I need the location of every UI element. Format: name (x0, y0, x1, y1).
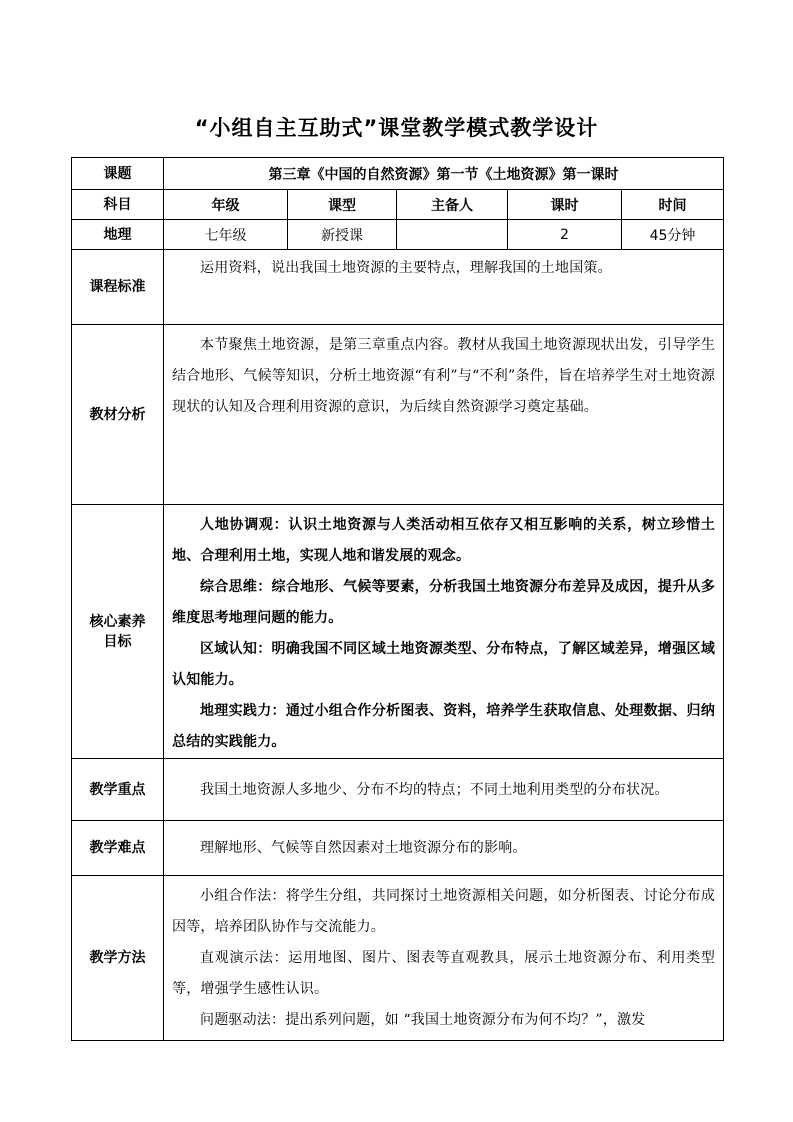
core-text-4: 地理实践力：通过小组合作分析图表、资料，培养学生获取信息、处理数据、归纳总结的实践能力。 (172, 703, 716, 750)
standard-row (72, 250, 724, 325)
core-row (72, 505, 724, 759)
topic-label: 课题 (72, 158, 164, 190)
difficulty-text: 理解地形、气候等自然因素对土地资源分布的影响。 (200, 840, 527, 856)
analysis-content (164, 325, 724, 505)
analysis-row (72, 325, 724, 505)
core-label-line2: 目标 (103, 633, 132, 650)
core-label (72, 505, 164, 759)
key-text: 我国土地资源人多地少、分布不均的特点；不同土地利用类型的分布状况。 (200, 781, 669, 798)
key-row (72, 759, 724, 821)
key-label: 教学重点 (72, 759, 164, 821)
lesson-plan-table (71, 157, 724, 1041)
core-text-3: 区域认知：明确我国不同区域土地资源类型、分布特点，了解区域差异，增强区域认知能力。 (172, 641, 716, 688)
standard-label: 课程标准 (72, 250, 164, 325)
methods-content (164, 876, 724, 1041)
value-periods: 2 (508, 220, 622, 250)
core-text-1: 人地协调观：认识土地资源与人类活动相互依存又相互影响的关系，树立珍惜土地、合理利用土地，实现人地和谐发展的观念。 (172, 517, 716, 564)
col-grade: 年级 (164, 190, 288, 220)
topic-value: 第三章《中国的自然资源》第一节《土地资源》第一课时 (164, 158, 724, 190)
methods-row (72, 876, 724, 1041)
analysis-label: 教材分析 (72, 325, 164, 505)
info-header-row (72, 190, 724, 220)
info-value-row (72, 220, 724, 250)
analysis-text: 本节聚焦土地资源，是第三章重点内容。教材从我国土地资源现状出发，引导学生结合地形、气候等知识，分析土地资源“有利”与“不利”条件，旨在培养学生对土地资源现状的认知及合理利用资源的意识，为后续自然资源学习奠定基础。 (172, 337, 716, 415)
difficulty-row (72, 821, 724, 876)
methods-text-3: 问题驱动法：提出系列问题，如 “我国土地资源分布为何不均？”，激发 (200, 1012, 646, 1028)
difficulty-content (164, 821, 724, 876)
core-text-2: 综合思维：综合地形、气候等要素，分析我国土地资源分布差异及成因，提升从多维度思考地理问题的能力。 (172, 579, 716, 626)
value-preparer (397, 220, 508, 250)
difficulty-label: 教学难点 (72, 821, 164, 876)
methods-text-2: 直观演示法：运用地图、图片、图表等直观教具，展示土地资源分布、利用类型等，增强学生感性认识。 (172, 950, 716, 997)
value-time: 45分钟 (622, 220, 724, 250)
core-label-line1: 核心素养 (89, 613, 146, 630)
value-lesson-type: 新授课 (288, 220, 397, 250)
value-subject: 地理 (72, 220, 164, 250)
methods-text-1: 小组合作法：将学生分组，共同探讨土地资源相关问题，如分析图表、讨论分布成因等，培养团队协作与交流能力。 (172, 888, 716, 935)
col-time: 时间 (622, 190, 724, 220)
value-grade: 七年级 (164, 220, 288, 250)
document-title: “小组自主互助式”课堂教学模式教学设计 (194, 116, 599, 140)
standard-text: 运用资料，说出我国土地资源的主要特点，理解我国的土地国策。 (200, 260, 612, 276)
col-lesson-type: 课型 (288, 190, 397, 220)
key-content (164, 759, 724, 821)
col-periods: 课时 (508, 190, 622, 220)
topic-row (72, 158, 724, 190)
standard-content (164, 250, 724, 325)
methods-label: 教学方法 (72, 876, 164, 1041)
core-content (164, 505, 724, 759)
col-subject: 科目 (72, 190, 164, 220)
col-preparer: 主备人 (397, 190, 508, 220)
